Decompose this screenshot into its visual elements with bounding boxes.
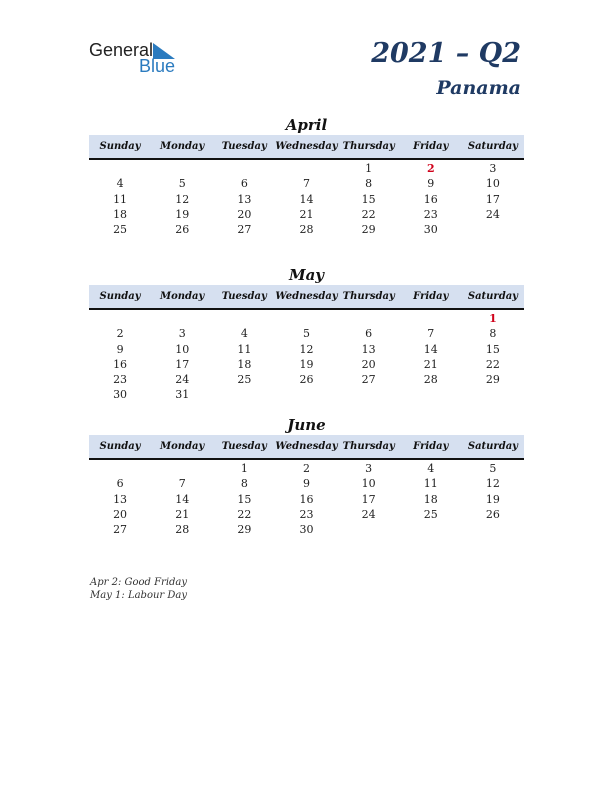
day-cell: 9: [427, 177, 435, 191]
day-cell: 23: [113, 373, 128, 387]
day-cell: 3: [178, 327, 186, 341]
day-cell: 12: [485, 477, 500, 491]
day-cell: 27: [361, 373, 376, 387]
weekday-label: Saturday: [467, 141, 518, 152]
weekday-label: Thursday: [342, 441, 395, 452]
day-cell: 20: [237, 207, 252, 221]
day-cell: 15: [485, 342, 500, 356]
weekday-label: Sunday: [99, 441, 141, 452]
country-name: Panama: [436, 77, 521, 99]
day-cell: 8: [365, 177, 373, 191]
day-cell: [213, 161, 275, 176]
weekday-label: Monday: [160, 441, 205, 452]
day-cell: 3: [365, 462, 373, 475]
day-cell: 25: [113, 223, 128, 237]
day-cell: 21: [423, 357, 438, 371]
day-cell: 5: [489, 462, 497, 475]
week-row: [89, 387, 524, 402]
week-row: [89, 311, 524, 326]
day-cell: 15: [361, 192, 376, 206]
day-cell: 6: [240, 177, 248, 191]
day-cell: [275, 387, 337, 402]
day-cell: 19: [175, 207, 190, 221]
week-row: [89, 192, 524, 207]
week-row: [89, 372, 524, 387]
day-cell: 23: [299, 507, 314, 521]
day-cell: 17: [175, 357, 190, 371]
day-cell: 23: [423, 207, 438, 221]
month-name: June: [287, 416, 326, 434]
day-cell: 4: [427, 462, 435, 475]
day-cell: 22: [237, 507, 252, 521]
day-cell: 7: [427, 327, 435, 341]
day-cell: 19: [299, 357, 314, 371]
day-cell: [89, 311, 151, 326]
day-cell: [338, 387, 400, 402]
day-cell: 21: [299, 207, 314, 221]
weekday-label: Sunday: [99, 141, 141, 152]
day-cell: 26: [175, 223, 190, 237]
weekday-label: Friday: [413, 141, 449, 152]
weekday-label: Monday: [160, 291, 205, 302]
day-cell: 6: [365, 327, 373, 341]
day-cell: 6: [116, 477, 124, 491]
day-cell: 13: [361, 342, 376, 356]
day-cell: 5: [302, 327, 310, 341]
weekday-label: Friday: [413, 441, 449, 452]
day-cell: 28: [423, 373, 438, 387]
week-row: [89, 161, 524, 176]
day-cell: 7: [178, 477, 186, 491]
month-june: [89, 415, 524, 537]
month-april: [89, 115, 524, 237]
day-cell: 29: [485, 373, 500, 387]
day-cell: 8: [489, 327, 497, 341]
holiday-note: Apr 2: Good Friday: [90, 577, 188, 588]
day-cell: 5: [178, 177, 186, 191]
day-cell: 25: [423, 507, 438, 521]
day-cell: 27: [113, 523, 128, 537]
week-row: [89, 507, 524, 522]
day-cell: 14: [299, 192, 314, 206]
week-row: [89, 492, 524, 507]
day-cell: 9: [302, 477, 310, 491]
day-cell: 18: [423, 492, 438, 506]
weekday-label: Tuesday: [221, 291, 267, 302]
logo-word-general: General: [89, 40, 154, 60]
day-cell: [275, 161, 337, 176]
weekday-label: Thursday: [342, 291, 395, 302]
day-cell: [213, 387, 275, 402]
day-cell: 28: [299, 223, 314, 237]
day-cell: 10: [175, 342, 190, 356]
day-cell: 11: [237, 342, 252, 356]
day-cell: [462, 387, 524, 402]
day-cell: 26: [485, 507, 500, 521]
day-cell: 19: [485, 492, 500, 506]
day-cell: 7: [302, 177, 310, 191]
holiday-notes: [90, 576, 187, 602]
weekday-label: Tuesday: [221, 441, 267, 452]
week-row: [89, 461, 524, 476]
day-cell: 11: [113, 192, 128, 206]
weekday-label: Friday: [413, 291, 449, 302]
day-cell: 12: [175, 192, 190, 206]
day-cell: 20: [361, 357, 376, 371]
day-cell: 24: [485, 207, 500, 221]
day-cell: 24: [175, 373, 190, 387]
day-cell: 9: [116, 342, 124, 356]
day-cell: 2: [426, 162, 435, 175]
weekday-header: [89, 135, 524, 160]
day-cell: 31: [175, 388, 190, 402]
day-cell: 30: [423, 223, 438, 237]
weekday-label: Wednesday: [275, 441, 338, 452]
day-cell: 10: [361, 477, 376, 491]
week-row: [89, 207, 524, 222]
day-cell: 27: [237, 223, 252, 237]
month-may: [89, 265, 524, 403]
week-row: [89, 222, 524, 237]
month-name: April: [285, 116, 328, 134]
day-cell: 4: [240, 327, 248, 341]
day-cell: [400, 311, 462, 326]
day-cell: 14: [423, 342, 438, 356]
day-cell: 24: [361, 507, 376, 521]
day-cell: 18: [113, 207, 128, 221]
day-cell: [151, 461, 213, 476]
day-cell: [275, 311, 337, 326]
weekday-label: Tuesday: [221, 141, 267, 152]
week-row: [89, 476, 524, 491]
day-cell: 29: [237, 523, 252, 537]
day-cell: 13: [237, 192, 252, 206]
day-cell: 1: [240, 462, 248, 475]
day-cell: 11: [423, 477, 438, 491]
day-cell: 25: [237, 373, 252, 387]
day-cell: 16: [299, 492, 314, 506]
day-cell: 16: [113, 357, 128, 371]
day-cell: 10: [485, 177, 500, 191]
week-row: [89, 176, 524, 191]
day-cell: [400, 522, 462, 537]
day-cell: [400, 387, 462, 402]
day-cell: 16: [423, 192, 438, 206]
day-cell: 20: [113, 507, 128, 521]
weekday-label: Monday: [160, 141, 205, 152]
day-cell: 1: [365, 162, 373, 175]
day-cell: 3: [489, 162, 497, 175]
week-row: [89, 326, 524, 341]
day-cell: 21: [175, 507, 190, 521]
day-cell: 8: [240, 477, 248, 491]
day-cell: 2: [116, 327, 124, 341]
day-cell: [462, 522, 524, 537]
day-cell: 1: [489, 312, 497, 325]
day-cell: 15: [237, 492, 252, 506]
day-cell: 17: [485, 192, 500, 206]
day-cell: [151, 311, 213, 326]
weekday-label: Saturday: [467, 291, 518, 302]
weekday-label: Wednesday: [275, 141, 338, 152]
weekday-label: Saturday: [467, 441, 518, 452]
weekday-header: [89, 285, 524, 310]
weekday-label: Sunday: [99, 291, 141, 302]
logo-word-blue: Blue: [139, 56, 176, 76]
day-cell: [89, 461, 151, 476]
day-cell: 2: [302, 462, 310, 475]
week-row: [89, 342, 524, 357]
day-cell: 22: [485, 357, 500, 371]
day-cell: 22: [361, 207, 376, 221]
day-cell: [338, 311, 400, 326]
holiday-note: May 1: Labour Day: [90, 590, 187, 601]
month-name: May: [288, 266, 325, 284]
day-cell: 28: [175, 523, 190, 537]
weekday-header: [89, 435, 524, 460]
day-cell: 18: [237, 357, 252, 371]
weekday-label: Thursday: [342, 141, 395, 152]
day-cell: 30: [113, 388, 128, 402]
day-cell: 4: [116, 177, 124, 191]
week-row: [89, 522, 524, 537]
week-row: [89, 357, 524, 372]
weekday-label: Wednesday: [275, 291, 338, 302]
day-cell: 26: [299, 373, 314, 387]
page-title: 2021 – Q2: [371, 38, 521, 69]
day-cell: 13: [113, 492, 128, 506]
day-cell: 12: [299, 342, 314, 356]
day-cell: [338, 522, 400, 537]
day-cell: 14: [175, 492, 190, 506]
day-cell: [89, 161, 151, 176]
day-cell: [213, 311, 275, 326]
day-cell: [151, 161, 213, 176]
day-cell: 29: [361, 223, 376, 237]
logo: [89, 40, 189, 76]
day-cell: [462, 222, 524, 237]
day-cell: 17: [361, 492, 376, 506]
day-cell: 30: [299, 523, 314, 537]
